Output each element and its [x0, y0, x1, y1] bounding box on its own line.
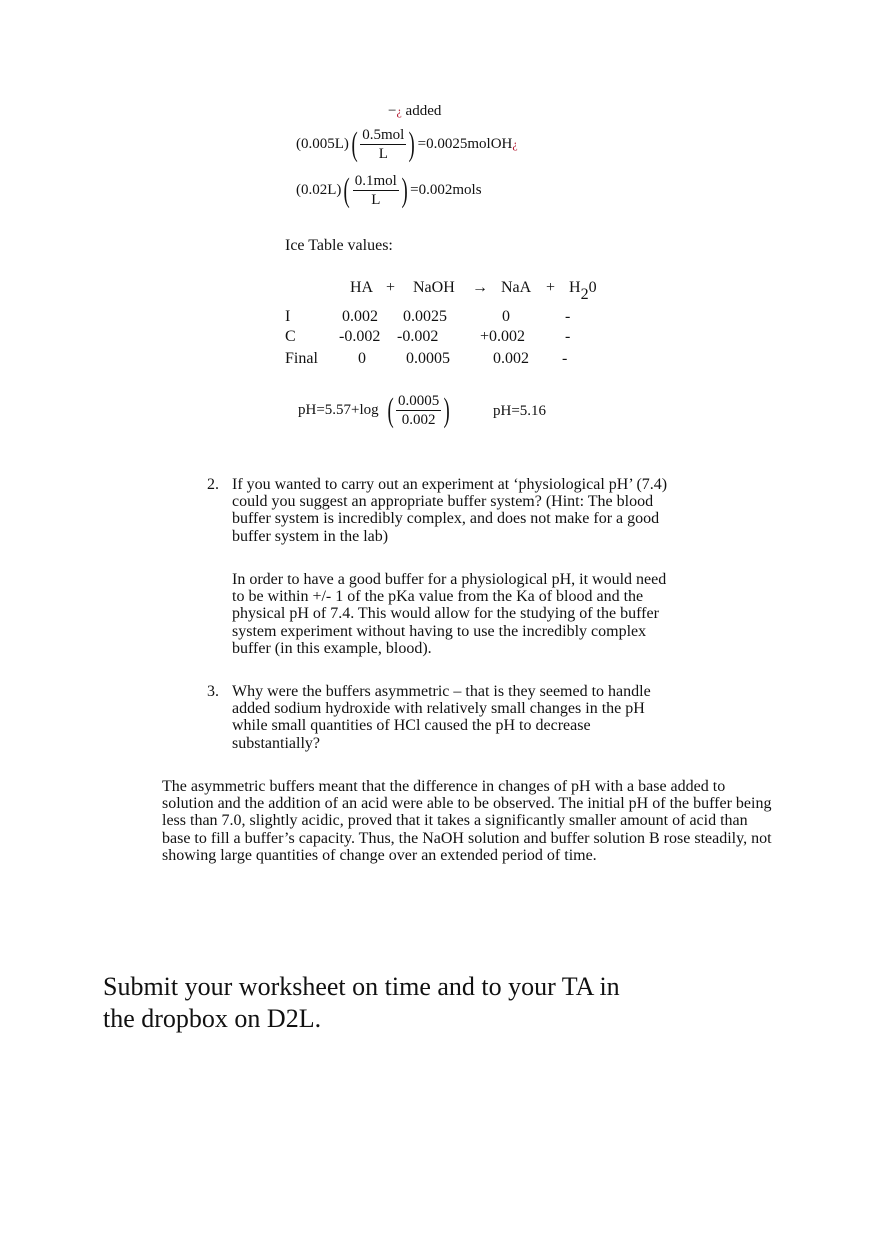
reactant-naoh: NaOH [413, 279, 455, 296]
water-subscript: 2 [580, 286, 589, 303]
eq3-lhs: (0.02L) [296, 182, 342, 198]
inverted-question-mark: ¿ [396, 104, 402, 118]
cell-ha: 0.002 [342, 308, 378, 325]
q2-answer-text: In order to have a good buffer for a physiological pH, it would need to be within +/- 1 of the pKa value from the Ka of blood and the physical pH of 7.4. This would allow for the studying of the buffer system experiment without having to use the incredibly complex buffer (in this example, blood). [232, 571, 667, 657]
q3-question [232, 683, 668, 752]
water-h: H [569, 279, 581, 296]
row-label: Final [285, 350, 318, 367]
cell-water: - [565, 328, 571, 345]
q3-answer-text: The asymmetric buffers meant that the difference in changes of pH with a base added to solution and the addition of an acid were able to be observed. The initial pH of the buffer being less than 7.0, slightly acidic, proved that it takes a significantly smaller amount of acid than base to fill a buffer’s capacity. Thus, the NaOH solution and buffer solution B rose steadily, not showing large quantities of change over an extended period of time. [162, 778, 772, 864]
ph-fraction [396, 392, 441, 429]
cell-naa: +0.002 [480, 328, 526, 345]
right-paren: ) [408, 125, 416, 163]
eq3-numerator: 0.1mol [354, 173, 397, 189]
submission-text: Submit your worksheet on time and to your TA in the dropbox on D2L. [103, 972, 620, 1033]
ice-table-title: Ice Table values: [285, 237, 393, 254]
cell-naa: 0.002 [493, 350, 529, 367]
added-text: added [405, 103, 442, 119]
row-label: I [285, 308, 291, 325]
cell-water: - [565, 308, 571, 325]
ph-denominator: 0.002 [401, 412, 436, 428]
cell-naa: 0 [502, 308, 510, 325]
cell-naoh: -0.002 [397, 328, 439, 345]
product-naa: NaA [501, 279, 532, 296]
cell-ha: 0 [358, 350, 366, 367]
q2-number: 2. [207, 476, 219, 493]
row-label: C [285, 328, 296, 345]
arrow-icon: → [472, 279, 488, 296]
eq3-rhs: =0.002mols [410, 182, 482, 198]
eq3-denominator: L [371, 192, 381, 208]
cell-ha: -0.002 [339, 328, 381, 345]
product-water [569, 279, 597, 303]
cell-naoh: 0.0025 [403, 308, 447, 325]
left-paren: ( [387, 391, 394, 429]
eq2-denominator: L [378, 146, 388, 162]
ha-moles-equation [296, 172, 482, 209]
minus-sign: − [388, 103, 397, 119]
eq2-numerator: 0.5mol [362, 127, 405, 143]
cell-water: - [562, 350, 568, 367]
q3-answer [162, 778, 774, 864]
eq2-fraction [360, 126, 406, 163]
reactant-ha: HA [350, 279, 374, 296]
plus-sign-2: + [546, 279, 556, 296]
eq2-lhs: (0.005L) [296, 136, 349, 152]
ph-result: pH=5.16 [493, 403, 547, 419]
water-tail: 0 [588, 279, 597, 296]
q2-question-text: If you wanted to carry out an experiment at ‘physiological pH’ (7.4) could you suggest an appropriate buffer system? (Hint: The blood buffer system is incredibly complex, and does not make for a good buffer system in the lab) [232, 476, 668, 545]
ph-equation [298, 392, 453, 429]
right-paren: ) [401, 171, 408, 209]
left-paren: ( [343, 171, 351, 209]
plus-sign-1: + [386, 279, 396, 296]
added-label [388, 103, 441, 120]
q3-number: 3. [207, 683, 219, 700]
left-paren: ( [351, 125, 358, 163]
submission-instructions [103, 971, 643, 1035]
right-paren: ) [443, 391, 451, 429]
naoh-moles-equation [296, 126, 518, 163]
eq2-mark: ¿ [512, 137, 518, 151]
ph-numerator: 0.0005 [398, 393, 440, 409]
eq2-rhs: =0.0025molOH [417, 136, 513, 152]
q3-question-text: Why were the buffers asymmetric – that is they seemed to handle added sodium hydroxide with relatively small changes in the pH while small quantities of HCl caused the pH to decrease substantially? [232, 683, 651, 752]
cell-naoh: 0.0005 [406, 350, 450, 367]
q2-answer [232, 571, 672, 657]
ph-lhs: pH=5.57+log [298, 402, 379, 418]
q2-question [232, 476, 668, 545]
eq3-fraction [353, 172, 399, 209]
